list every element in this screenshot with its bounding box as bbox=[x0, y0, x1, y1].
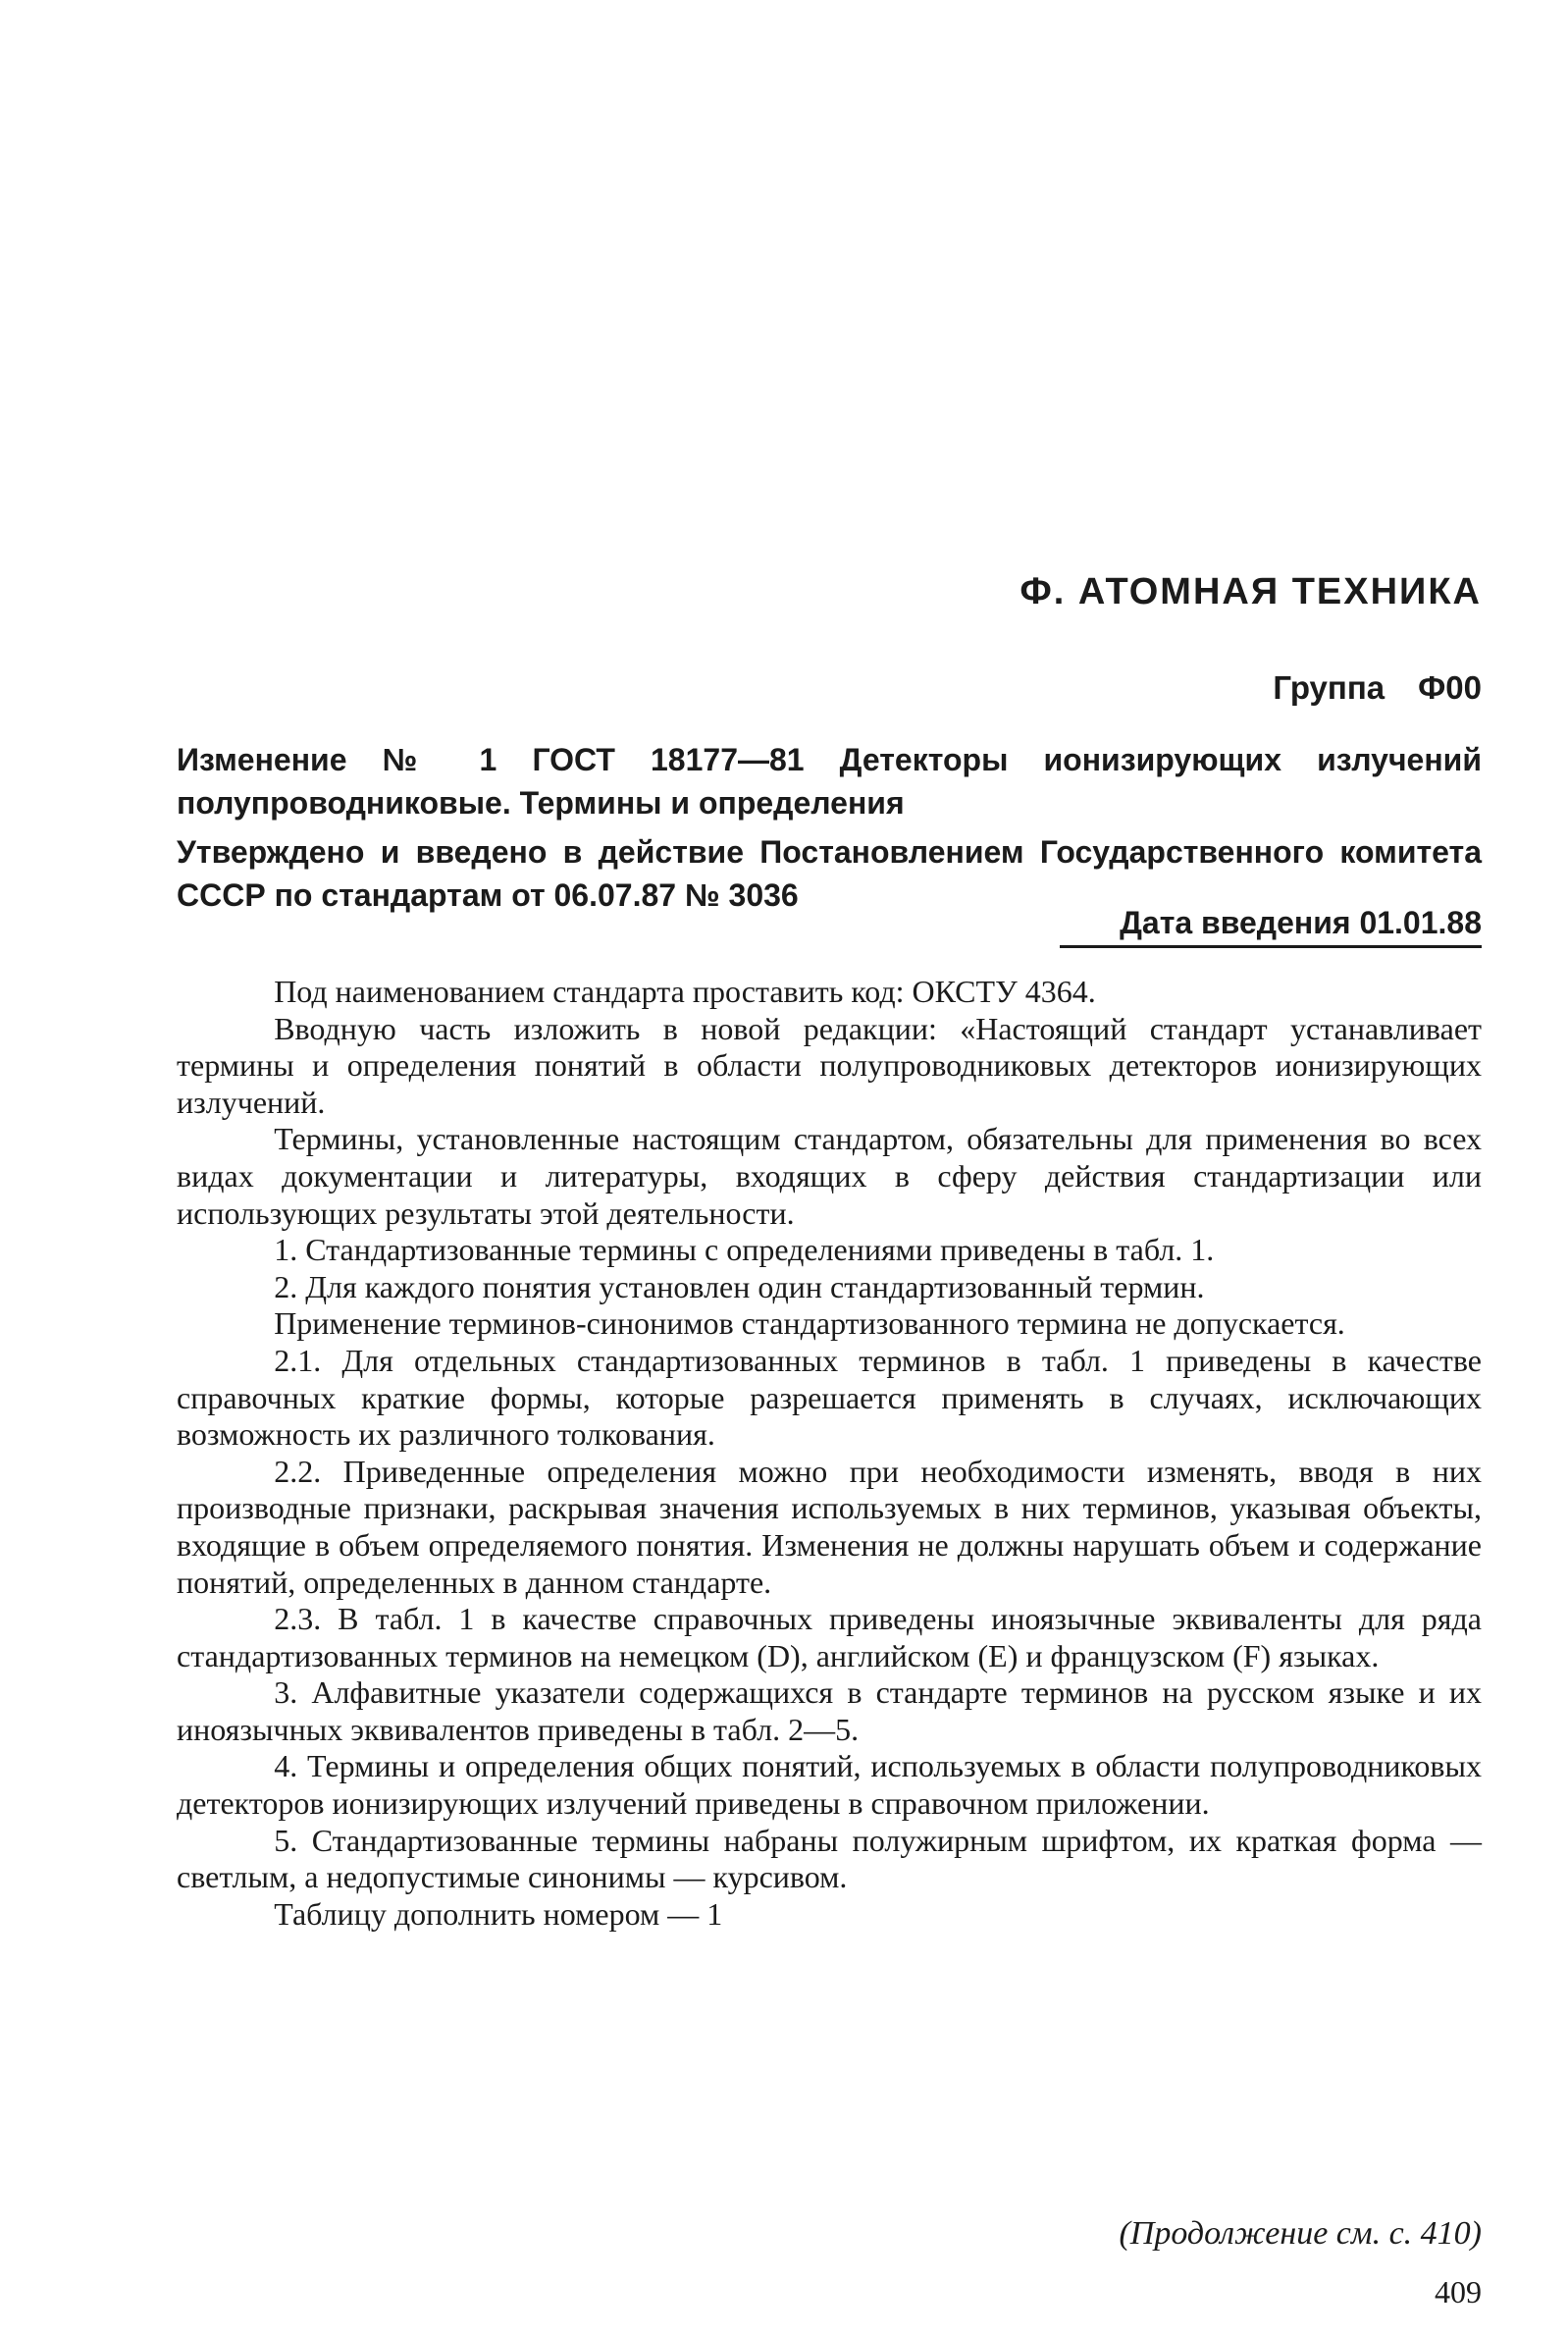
paragraph-item-4: 4. Термины и определения общих понятий, используемых в области полупроводниковых детекторов ионизирующих излучений приведены в справочном приложении. bbox=[177, 1748, 1482, 1822]
paragraph-introduction: Вводную часть изложить в новой редакции: «Настоящий стандарт устанавливает термины и определения понятий в области полупроводниковых детекторов ионизирующих излучений. bbox=[177, 1010, 1482, 1120]
introduction-date: Дата введения 01.01.88 bbox=[1060, 905, 1482, 948]
group-label: Группа bbox=[1273, 669, 1385, 706]
approval-statement: Утверждено и введено в действие Постановлением Государственного комитета СССР по стандартам от 06.07.87 № 3036 bbox=[177, 834, 1482, 913]
group-line bbox=[1273, 669, 1482, 707]
paragraph-item-2: 2. Для каждого понятия установлен один стандартизованный термин. bbox=[274, 1268, 1205, 1304]
paragraph-table-number: Таблицу дополнить номером — 1 bbox=[274, 1895, 723, 1932]
paragraph-synonyms: Применение терминов-синонимов стандартизованного термина не допускается. bbox=[274, 1305, 1345, 1342]
paragraph-item-2-3: 2.3. В табл. 1 в качестве справочных приведены иноязычные эквиваленты для ряда стандартизованных терминов на немецком (D), английском (E) и французском (F) языках. bbox=[177, 1601, 1482, 1673]
paragraph-item-1: 1. Стандартизованные термины с определениями приведены в табл. 1. bbox=[274, 1232, 1215, 1268]
paragraph-okstu-code: Под наименованием стандарта проставить код: ОКСТУ 4364. bbox=[274, 974, 1096, 1009]
page-number: 409 bbox=[1435, 2274, 1482, 2309]
document-page bbox=[177, 0, 1482, 2335]
continuation-note: (Продолжение см. с. 410) bbox=[1119, 2215, 1482, 2252]
change-title: Изменение № 1 ГОСТ 18177—81 Детекторы ионизирующих излучений полупроводниковые. Термины и определения bbox=[177, 742, 1482, 821]
paragraph-item-2-2: 2.2. Приведенные определения можно при необходимости изменять, вводя в них производные признаки, раскрывая значения используемых в них терминов, указывая объекты, входящие в объем определяемого понятия. Изменения не должны нарушать объем и содержание понятий, определенных в данном стандарте. bbox=[177, 1453, 1482, 1600]
paragraph-item-2-1: 2.1. Для отдельных стандартизованных терминов в табл. 1 приведены в качестве справочных краткие формы, которые разрешается применять в случаях, исключающих возможность их различного толкования. bbox=[177, 1342, 1482, 1453]
paragraph-item-3: 3. Алфавитные указатели содержащихся в стандарте терминов на русском языке и их иноязычных эквивалентов приведены в табл. 2—5. bbox=[177, 1674, 1482, 1747]
paragraph-item-5: 5. Стандартизованные термины набраны полужирным шрифтом, их краткая форма — светлым, а недопустимые синонимы — курсивом. bbox=[177, 1822, 1482, 1895]
group-code: Ф00 bbox=[1418, 669, 1482, 706]
paragraph-mandatory-terms: Термины, установленные настоящим стандартом, обязательны для применения во всех видах документации и литературы, входящих в сферу действия стандартизации или использующих результаты этой деятельности. bbox=[177, 1121, 1482, 1231]
body-text bbox=[177, 974, 1482, 1933]
section-heading: Ф. АТОМНАЯ ТЕХНИКА bbox=[1019, 571, 1482, 612]
